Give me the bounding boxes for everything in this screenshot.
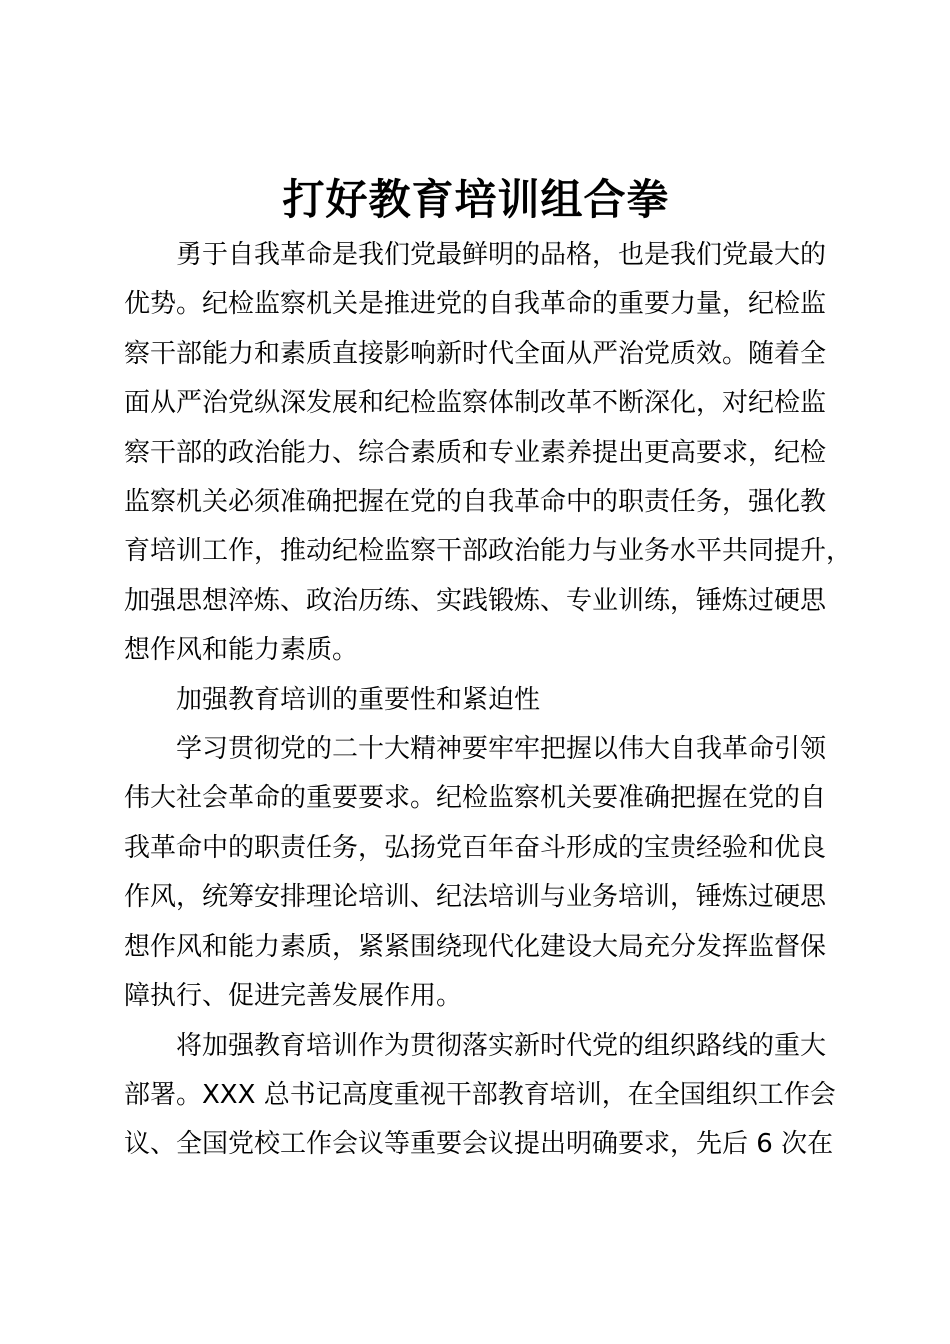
document-body: [124, 231, 853, 1170]
body-line: 监察机关必须准确把握在党的自我革命中的职责任务，强化教: [124, 487, 827, 518]
body-line: 部署。XXX 总书记高度重视干部教育培训，在全国组织工作会: [124, 1079, 836, 1110]
document-title: 打好教育培训组合拳: [282, 175, 670, 224]
body-line: 育培训工作，推动纪检监察干部政治能力与业务水平共同提升，: [124, 536, 853, 567]
body-line: 勇于自我革命是我们党最鲜明的品格，也是我们党最大的: [176, 240, 827, 270]
paragraph: [124, 231, 853, 676]
body-line: 优势。纪检监察机关是推进党的自我革命的重要力量，纪检监: [124, 289, 827, 320]
paragraph: [124, 676, 828, 725]
body-line: 察干部能力和素质直接影响新时代全面从严治党质效。随着全: [124, 338, 827, 369]
body-line: 我革命中的职责任务，弘扬党百年奋斗形成的宝贵经验和优良: [124, 832, 827, 863]
body-line: 伟大社会革命的重要要求。纪检监察机关要准确把握在党的自: [124, 783, 827, 814]
body-line: 议、全国党校工作会议等重要会议提出明确要求，先后 6 次在: [124, 1129, 834, 1160]
paragraph: [124, 1022, 836, 1170]
body-line: 想作风和能力素质，紧紧围绕现代化建设大局充分发挥监督保: [124, 931, 827, 962]
body-line: 加强教育培训的重要性和紧迫性: [176, 684, 541, 715]
body-line: 面从严治党纵深发展和纪检监察体制改革不断深化，对纪检监: [124, 388, 827, 419]
body-line: 察干部的政治能力、综合素质和专业素养提出更高要求，纪检: [124, 437, 827, 468]
body-line: 将加强教育培训作为贯彻落实新时代党的组织路线的重大: [176, 1030, 827, 1061]
body-line: 作风，统筹安排理论培训、纪法培训与业务培训，锤炼过硬思: [124, 882, 827, 913]
body-line: 学习贯彻党的二十大精神要牢牢把握以伟大自我革命引领: [176, 734, 827, 765]
body-line: 障执行、促进完善发展作用。: [124, 981, 463, 1012]
paragraph: [124, 725, 828, 1021]
body-line: 加强思想淬炼、政治历练、实践锻炼、专业训练，锤炼过硬思: [124, 585, 827, 616]
body-line: 想作风和能力素质。: [124, 635, 359, 666]
